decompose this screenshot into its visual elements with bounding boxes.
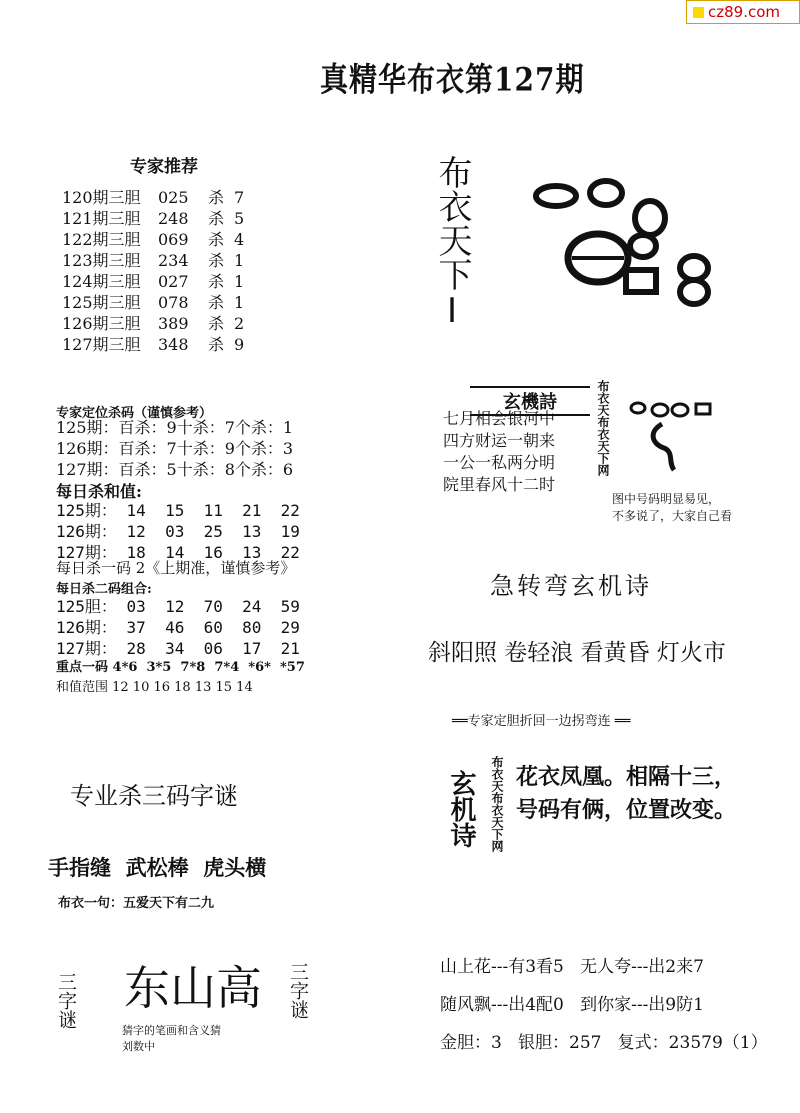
daily-two-heading: 每日杀二码组合: [56,582,152,597]
snake-shape [653,424,674,470]
page-title: 真精华布衣第127期 [320,60,585,99]
snake-shape [652,404,668,416]
poem-line-2: 号码有俩，位置改变。 [516,797,737,823]
expert-period: 120期三胆 [62,188,141,207]
daily-two-row: 126期： 37 46 60 80 29 [56,618,300,637]
position-kill-row: 126期：百杀：7十杀：9个杀：3 [56,439,294,458]
riddle-words: 手指缝 武松棒 虎头横 [48,855,267,880]
xuanji-note-1: 图中号码明显易见， [612,492,721,506]
expert-period: 124期三胆 [62,272,141,291]
coin-shape [536,186,576,206]
xuanji-line: 四方财运一朝来 [443,431,556,450]
expert-row [62,313,254,334]
coin-shape [680,280,708,304]
expert-kill: 杀 [208,314,225,333]
expert-period: 127期三胆 [62,335,141,354]
urgent-heading: 急转弯玄机诗 [490,572,652,600]
expert-period: 122期三胆 [62,230,141,249]
riddle-hint-1: 猜字的笔画和含义猜 [122,1024,221,1037]
expert-kill: 杀 [208,272,225,291]
expert-nums: 027 [158,272,189,291]
expert-k: 4 [234,230,245,249]
daily-sum-heading: 每日杀和值: [56,482,142,501]
daily-two-row: 127期： 28 34 06 17 21 [56,639,300,658]
poem-line-1: 花衣凤凰。相隔十三， [516,764,737,790]
expert-k: 1 [234,272,245,291]
expert-period: 126期三胆 [62,314,141,333]
snake-shape [696,404,710,414]
expert-nums: 348 [158,335,189,354]
expert-nums: 069 [158,230,189,249]
bottom-row-3: 金胆：3 银胆：257 复式：23579（1） [440,1033,768,1053]
position-kill-list [56,417,293,480]
expert-k: 5 [234,209,245,228]
riddle-hint-2: 刘数中 [122,1040,155,1053]
xuanji-line: 七月相会银河中 [443,409,556,428]
expert-nums: 078 [158,293,189,312]
riddle-right-label: 三字谜 [287,962,309,1019]
expert-nums: 234 [158,251,189,270]
snake-shape [631,403,645,413]
coin-drawing [528,178,728,308]
daily-two-list [56,596,300,659]
expert-period: 125期三胆 [62,293,141,312]
riddle-heading: 专业杀三码字谜 [70,782,238,810]
yellow-square-icon [693,7,704,18]
expert-row [62,271,254,292]
coin-shape [630,235,656,257]
expert-kill: 杀 [208,293,225,312]
expert-k: 2 [234,314,245,333]
poem-label: 玄机诗 [446,770,476,848]
daily-sum-list [56,500,300,563]
position-kill-heading: 专家定位杀码（谨慎参考） [56,406,213,421]
expert-row [62,250,254,271]
expert-period: 123期三胆 [62,251,141,270]
expert-heading: 专家推荐 [130,157,198,177]
buyi-vertical-title: 布衣天下I [432,155,472,331]
expert-row [62,208,254,229]
xuanji-side-vertical: 布衣天布衣天下网 [596,380,610,476]
xuanji-line: 院里春风十二时 [443,475,556,494]
expert-k: 7 [234,188,245,207]
position-kill-row: 127期：百杀：5十杀：8个杀：6 [56,460,294,479]
daily-sum-row: 127期： 18 14 16 13 22 [56,543,300,562]
expert-nums: 025 [158,188,189,207]
sum-range: 和值范围 12 10 16 18 13 15 14 [56,680,253,695]
coin-shape [590,181,622,205]
riddle-left-label: 三字谜 [55,972,77,1029]
expert-period: 121期三胆 [62,209,141,228]
expert-nums: 389 [158,314,189,333]
coin-shape [680,256,708,280]
daily-sum-row: 126期： 12 03 25 13 19 [56,522,300,541]
urgent-line: 斜阳照 卷轻浪 看黄昏 灯火市 [428,640,726,666]
site-badge[interactable] [686,0,800,24]
expert-kill: 杀 [208,335,225,354]
snake-shape [672,404,688,416]
snake-drawing [628,398,718,478]
xuanji-box-heading: 玄機詩 [470,386,590,416]
xuanji-box-lines [443,408,555,496]
poem-site-vertical: 布衣天布衣天下网 [490,756,504,852]
coin-shape [635,201,665,235]
expert-k: 9 [234,335,245,354]
bottom-row-2: 随风飘---出4配0 到你家---出9防1 [440,995,704,1015]
daily-two-row: 125胆： 03 12 70 24 59 [56,597,300,616]
expert-row [62,229,254,250]
expert-k: 1 [234,251,245,270]
position-kill-row: 125期：百杀：9十杀：7个杀：1 [56,418,294,437]
expert-kill: 杀 [208,209,225,228]
coin-shape [626,270,656,292]
daily-one-code: 每日杀一码 2《上期准，谨慎参考》 [56,559,296,577]
xuanji-line: 一公一私两分明 [443,453,556,472]
expert-kill: 杀 [208,188,225,207]
expert-kill: 杀 [208,251,225,270]
expert-nums: 248 [158,209,189,228]
expert-row [62,334,254,355]
xuanji-note-2: 不多说了，大家自己看 [612,509,733,523]
site-badge-text: cz89.com [708,3,781,21]
expert-row [62,187,254,208]
daily-sum-row: 125期： 14 15 11 21 22 [56,501,300,520]
expert-row [62,292,254,313]
expert-k: 1 [234,293,245,312]
expert-line: ══专家定胆折回一边拐弯连 ══ [452,714,631,729]
expert-kill: 杀 [208,230,225,249]
riddle-line: 布衣一句：五爱天下有二九 [58,896,215,911]
bottom-row-1: 山上花---有3看5 无人夸---出2来7 [440,957,704,977]
riddle-center-char: 东山高 [124,961,262,1015]
key-code: 重点一码 4*6 3*5 7*8 7*4 *6* *57 [56,660,305,675]
expert-list [62,187,254,355]
